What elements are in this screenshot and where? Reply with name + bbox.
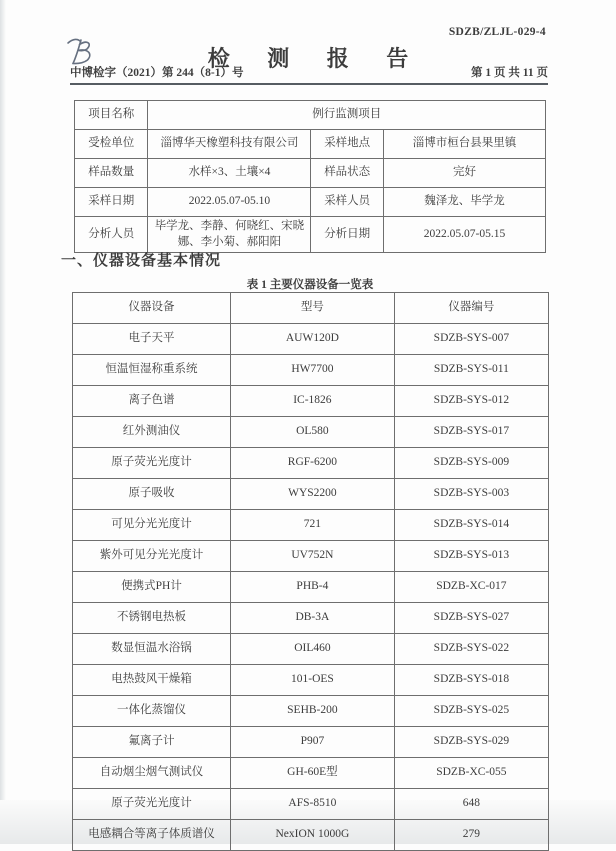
table-cell: 可见分光光度计 bbox=[73, 510, 231, 541]
table-row bbox=[73, 448, 549, 479]
info-label: 项目名称 bbox=[75, 101, 148, 130]
table-cell: 便携式PH计 bbox=[73, 572, 231, 603]
table-cell: OL580 bbox=[231, 417, 395, 448]
table-cell: GH-60E型 bbox=[231, 758, 395, 789]
table-row bbox=[73, 355, 549, 386]
table-row bbox=[73, 603, 549, 634]
table-cell: HW7700 bbox=[231, 355, 395, 386]
table-cell: NexION 1000G bbox=[231, 820, 395, 851]
info-label: 采样地点 bbox=[311, 130, 384, 159]
table-cell: SDZB-SYS-018 bbox=[394, 665, 548, 696]
table-row bbox=[73, 758, 549, 789]
table-cell: 离子色谱 bbox=[73, 386, 231, 417]
info-value: 毕学龙、李静、何晓红、宋晓娜、李小菊、郝阳阳 bbox=[148, 217, 311, 253]
table-cell: SDZB-SYS-003 bbox=[394, 479, 548, 510]
document-code: SDZB/ZLJL-029-4 bbox=[448, 26, 546, 38]
info-label: 分析日期 bbox=[311, 217, 384, 253]
table-row bbox=[73, 479, 549, 510]
table-row bbox=[73, 572, 549, 603]
table-cell: SDZB-SYS-025 bbox=[394, 696, 548, 727]
table-cell: SDZB-SYS-022 bbox=[394, 634, 548, 665]
table-cell: 电感耦合等离子体质谱仪 bbox=[73, 820, 231, 851]
table-cell: SDZB-SYS-011 bbox=[394, 355, 548, 386]
table-cell: SDZB-SYS-013 bbox=[394, 541, 548, 572]
info-label: 采样人员 bbox=[311, 188, 384, 217]
info-row bbox=[75, 159, 546, 188]
column-header: 型号 bbox=[231, 293, 395, 324]
table-cell: SDZB-XC-055 bbox=[394, 758, 548, 789]
equipment-table-head bbox=[73, 293, 549, 324]
table-row bbox=[73, 665, 549, 696]
equipment-table bbox=[72, 292, 549, 851]
info-value: 例行监测项目 bbox=[148, 101, 546, 130]
info-label: 受检单位 bbox=[75, 130, 148, 159]
table-cell: SDZB-SYS-027 bbox=[394, 603, 548, 634]
table-cell: 原子吸收 bbox=[73, 479, 231, 510]
info-label: 采样日期 bbox=[75, 188, 148, 217]
scan-edge bbox=[0, 0, 6, 844]
table-row bbox=[73, 789, 549, 820]
table-cell: 电热鼓风干燥箱 bbox=[73, 665, 231, 696]
info-table-body bbox=[75, 101, 546, 253]
table-cell: 恒温恒湿称重系统 bbox=[73, 355, 231, 386]
table-row bbox=[73, 696, 549, 727]
table-cell: SDZB-SYS-009 bbox=[394, 448, 548, 479]
table-cell: AFS-8510 bbox=[231, 789, 395, 820]
table-cell: WYS2200 bbox=[231, 479, 395, 510]
section-heading: 一、仪器设备基本情况 bbox=[61, 253, 222, 269]
info-value: 2022.05.07-05.10 bbox=[148, 188, 311, 217]
equipment-header-row bbox=[73, 293, 549, 324]
table-cell: SEHB-200 bbox=[231, 696, 395, 727]
table-cell: SDZB-SYS-012 bbox=[394, 386, 548, 417]
table-cell: P907 bbox=[231, 727, 395, 758]
table-row bbox=[73, 634, 549, 665]
table-row bbox=[73, 820, 549, 851]
table-cell: 101-OES bbox=[231, 665, 395, 696]
equipment-table-body bbox=[73, 324, 549, 851]
info-label: 样品数量 bbox=[75, 159, 148, 188]
header-rule bbox=[70, 64, 548, 85]
table-cell: SDZB-SYS-029 bbox=[394, 727, 548, 758]
table-row bbox=[73, 541, 549, 572]
info-row bbox=[75, 217, 546, 253]
info-row bbox=[75, 130, 546, 159]
ref-number: 中博检字（2021）第 244（8-1）号 bbox=[70, 67, 244, 79]
table-cell: 紫外可见分光光度计 bbox=[73, 541, 231, 572]
table-cell: 不锈钢电热板 bbox=[73, 603, 231, 634]
table-row bbox=[73, 510, 549, 541]
table-cell: IC-1826 bbox=[231, 386, 395, 417]
table-cell: 电子天平 bbox=[73, 324, 231, 355]
info-value: 水样×3、土壤×4 bbox=[148, 159, 311, 188]
table-cell: OIL460 bbox=[231, 634, 395, 665]
table-cell: UV752N bbox=[231, 541, 395, 572]
info-value: 淄博市桓台县果里镇 bbox=[383, 130, 545, 159]
table-cell: AUW120D bbox=[231, 324, 395, 355]
table-cell: DB-3A bbox=[231, 603, 395, 634]
page-indicator: 第 1 页 共 11 页 bbox=[471, 67, 548, 79]
table-row bbox=[73, 417, 549, 448]
table-cell: SDZB-SYS-007 bbox=[394, 324, 548, 355]
table-cell: 氟离子计 bbox=[73, 727, 231, 758]
table-cell: 红外测油仪 bbox=[73, 417, 231, 448]
table-row bbox=[73, 727, 549, 758]
column-header: 仪器设备 bbox=[73, 293, 231, 324]
info-label: 分析人员 bbox=[75, 217, 148, 253]
info-value: 完好 bbox=[383, 159, 545, 188]
info-row bbox=[75, 101, 546, 130]
table-cell: PHB-4 bbox=[231, 572, 395, 603]
table-cell: 数显恒温水浴锅 bbox=[73, 634, 231, 665]
table-cell: RGF-6200 bbox=[231, 448, 395, 479]
table-row bbox=[73, 324, 549, 355]
table-cell: 一体化蒸馏仪 bbox=[73, 696, 231, 727]
info-label: 样品状态 bbox=[311, 159, 384, 188]
table-cell: 648 bbox=[394, 789, 548, 820]
info-row bbox=[75, 188, 546, 217]
table-cell: SDZB-SYS-017 bbox=[394, 417, 548, 448]
table-caption: 表 1 主要仪器设备一览表 bbox=[246, 279, 374, 291]
info-table bbox=[74, 100, 546, 253]
table-cell: 原子荧光光度计 bbox=[73, 789, 231, 820]
table-cell: 279 bbox=[394, 820, 548, 851]
info-value: 魏泽龙、毕学龙 bbox=[383, 188, 545, 217]
table-cell: 自动烟尘烟气测试仪 bbox=[73, 758, 231, 789]
report-title: 检 测 报 告 bbox=[207, 46, 425, 71]
table-cell: 原子荧光光度计 bbox=[73, 448, 231, 479]
info-value: 淄博华天橡塑科技有限公司 bbox=[148, 130, 311, 159]
table-cell: 721 bbox=[231, 510, 395, 541]
table-cell: SDZB-SYS-014 bbox=[394, 510, 548, 541]
info-value: 2022.05.07-05.15 bbox=[383, 217, 545, 253]
table-row bbox=[73, 386, 549, 417]
table-cell: SDZB-XC-017 bbox=[394, 572, 548, 603]
column-header: 仪器编号 bbox=[394, 293, 548, 324]
